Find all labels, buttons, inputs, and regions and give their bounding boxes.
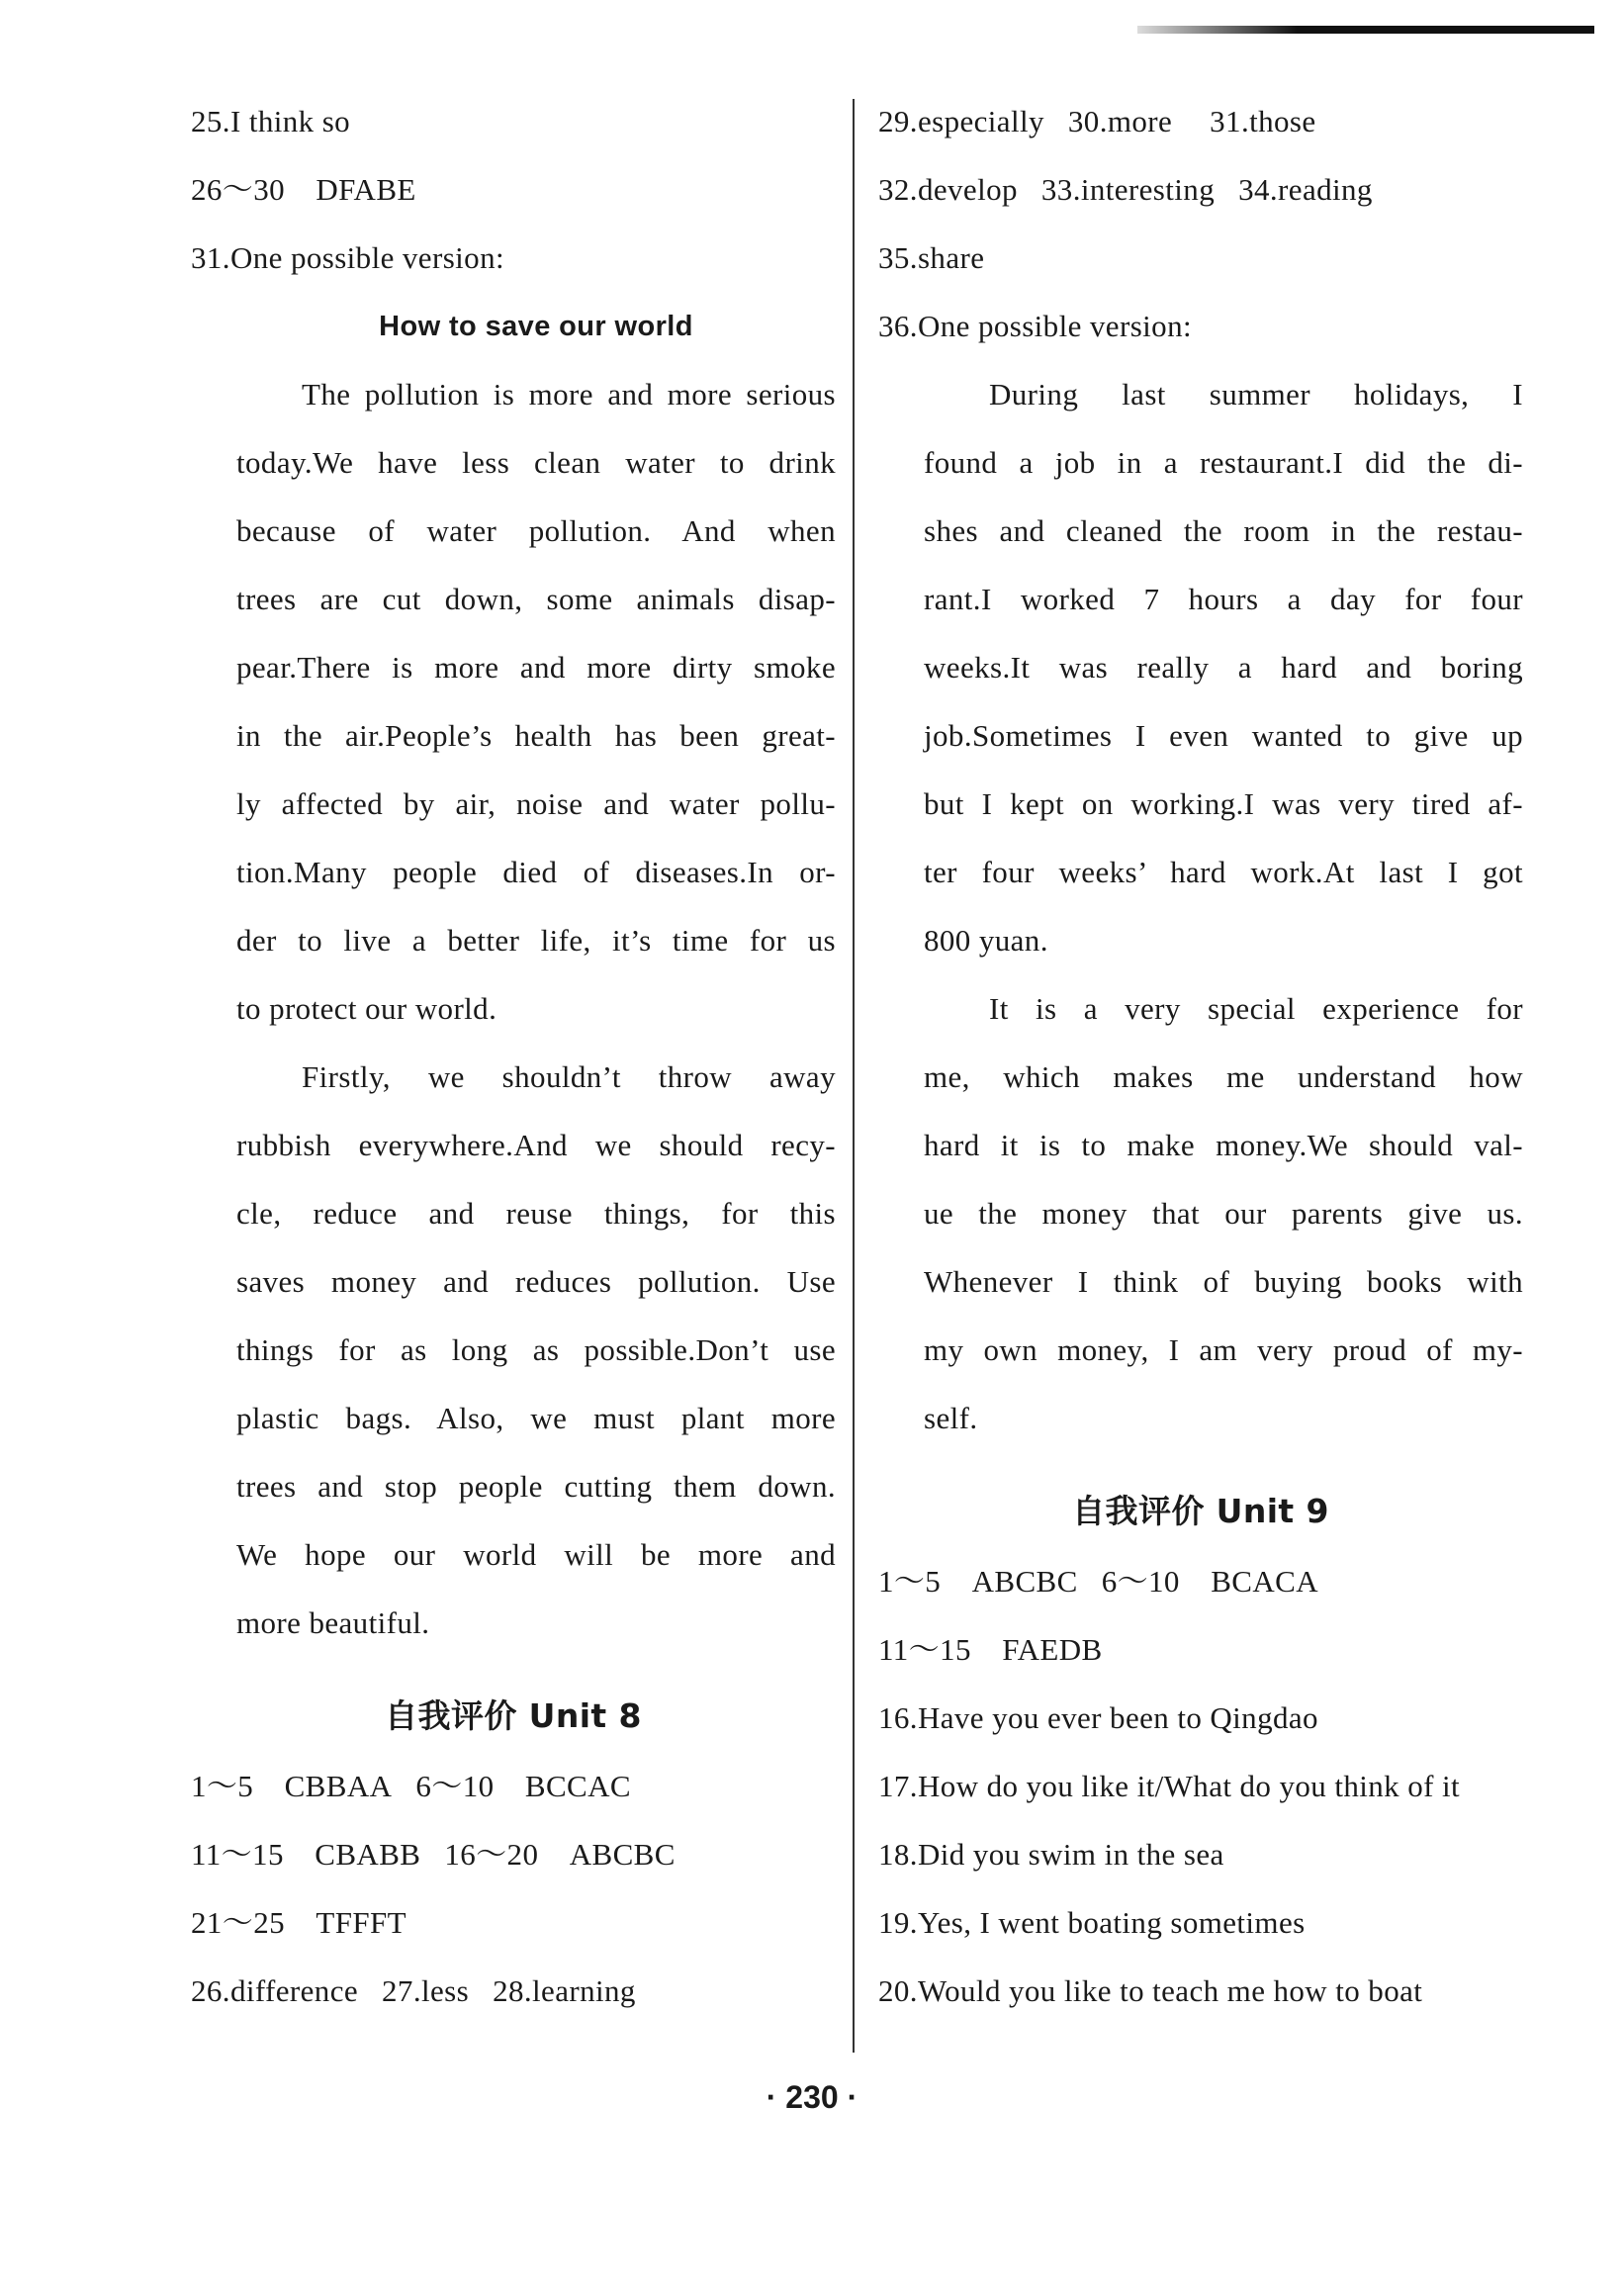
- essay-line: weeks.It was really a hard and boring: [924, 650, 1523, 685]
- answer-31-intro: 31.One possible version:: [191, 240, 504, 275]
- essay-line: ue the money that our parents give us.: [924, 1196, 1523, 1231]
- answer-6-10: 6～10 BCACA: [1101, 1564, 1319, 1599]
- essay-line: job.Sometimes I even wanted to give up: [924, 718, 1523, 753]
- essay-line: hard it is to make money.We should val-: [924, 1128, 1523, 1162]
- answer-31: 31.those: [1210, 104, 1316, 138]
- essay-line: today.We have less clean water to drink: [236, 445, 836, 480]
- essay-line: rubbish everywhere.And we should recy-: [236, 1128, 836, 1162]
- answer-29: 29.especially: [878, 104, 1044, 138]
- essay-line: rant.I worked 7 hours a day for four: [924, 582, 1523, 616]
- essay-line: self.: [924, 1401, 978, 1435]
- essay-title: How to save our world: [379, 311, 693, 342]
- essay-line: more beautiful.: [236, 1605, 430, 1640]
- answer-11-15: 11～15 CBABB: [191, 1837, 421, 1872]
- answer-6-10: 6～10 BCCAC: [415, 1769, 632, 1803]
- essay-line: shes and cleaned the room in the restau-: [924, 513, 1523, 548]
- answer-20: 20.Would you like to teach me how to boat: [878, 1973, 1423, 2008]
- essay-line: trees and stop people cutting them down.: [236, 1469, 836, 1504]
- essay-line: things for as long as possible.Don’t use: [236, 1332, 836, 1367]
- essay-line: to protect our world.: [236, 991, 497, 1026]
- essay-line: During last summer holidays, I: [989, 377, 1523, 412]
- unit-9-row-1: [878, 1559, 1523, 1627]
- unit-9-row-2: 11～15 FAEDB: [878, 1632, 1103, 1667]
- essay-line: but I kept on working.I was very tired af-: [924, 786, 1523, 821]
- column-divider: [853, 99, 855, 2053]
- essay-line: tion.Many people died of diseases.In or-: [236, 855, 836, 889]
- essay-line: Firstly, we shouldn’t throw away: [302, 1059, 836, 1094]
- essay-line: in the air.People’s health has been great-: [236, 718, 836, 753]
- answer-1-5: 1～5 ABCBC: [878, 1564, 1078, 1599]
- essay-line: We hope our world will be more and: [236, 1537, 836, 1572]
- answer-19: 19.Yes, I went boating sometimes: [878, 1905, 1306, 1940]
- essay-line: cle, reduce and reuse things, for this: [236, 1196, 836, 1231]
- essay-line: found a job in a restaurant.I did the di-: [924, 445, 1523, 480]
- answer-33: 33.interesting: [1040, 172, 1216, 207]
- answer-25: 25.I think so: [191, 104, 351, 138]
- answer-26-30: 26～30 DFABE: [191, 172, 416, 207]
- answer-34: 34.reading: [1238, 172, 1373, 207]
- top-rule: [1137, 26, 1594, 34]
- essay-line: saves money and reduces pollution. Use: [236, 1264, 836, 1299]
- unit-8-row-4: [191, 1968, 836, 2037]
- essay-line: ter four weeks’ hard work.At last I got: [924, 855, 1523, 889]
- answer-35: 35.share: [878, 240, 985, 275]
- essay-line: plastic bags. Also, we must plant more: [236, 1401, 836, 1435]
- unit-8-row-1: [191, 1764, 836, 1832]
- essay-line: because of water pollution. And when: [236, 513, 836, 548]
- answer-16-20: 16～20 ABCBC: [444, 1837, 676, 1872]
- unit-8-row-3: 21～25 TFFFT: [191, 1905, 406, 1940]
- unit-8-heading: 自我评价 Unit 8: [385, 1696, 642, 1735]
- essay-line: der to live a better life, it’s time for us: [236, 923, 836, 958]
- answer-30: 30.more: [1067, 104, 1173, 138]
- page-number: · 230 ·: [766, 2079, 858, 2115]
- answers-29-31: [878, 99, 1523, 167]
- answer-1-5: 1～5 CBBAA: [191, 1769, 393, 1803]
- right-column: [878, 99, 1523, 2037]
- answer-36-intro: 36.One possible version:: [878, 309, 1192, 343]
- essay-line: trees are cut down, some animals disap-: [236, 582, 836, 616]
- left-column: [191, 99, 836, 2037]
- essay-line: pear.There is more and more dirty smoke: [236, 650, 836, 685]
- essay-line: It is a very special experience for: [989, 991, 1523, 1026]
- essay-line: my own money, I am very proud of my-: [924, 1332, 1523, 1367]
- essay-line: The pollution is more and more serious: [302, 377, 836, 412]
- unit-8-row-2: [191, 1832, 836, 1900]
- answer-26: 26.difference: [191, 1973, 359, 2008]
- essay-line: 800 yuan.: [924, 923, 1048, 958]
- answer-32: 32.develop: [878, 172, 1018, 207]
- essay-line: Whenever I think of buying books with: [924, 1264, 1523, 1299]
- essay-line: ly affected by air, noise and water pollu-: [236, 786, 836, 821]
- essay-line: me, which makes me understand how: [924, 1059, 1523, 1094]
- answer-28: 28.learning: [493, 1973, 636, 2008]
- answer-17: 17.How do you like it/What do you think of it: [878, 1769, 1461, 1803]
- answer-27: 27.less: [382, 1973, 470, 2008]
- answers-32-34: [878, 167, 1523, 235]
- unit-9-heading: 自我评价 Unit 9: [1072, 1492, 1329, 1530]
- answer-18: 18.Did you swim in the sea: [878, 1837, 1224, 1872]
- answer-16: 16.Have you ever been to Qingdao: [878, 1700, 1318, 1735]
